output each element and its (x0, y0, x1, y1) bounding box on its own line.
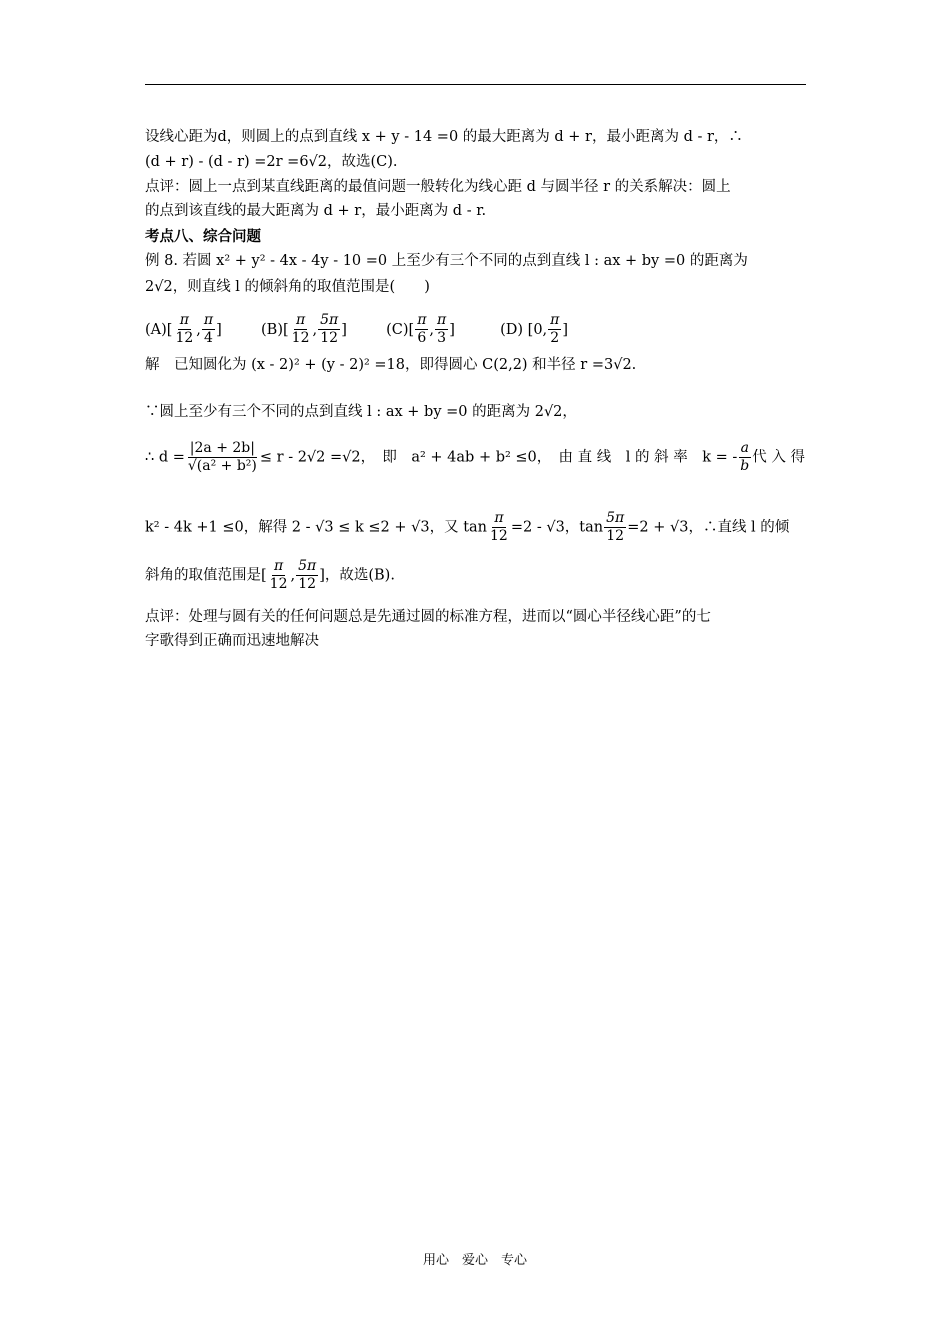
distance-fraction: $\frac{|2a + 2b|}{\text{√(a² + b²)}}$ (187, 440, 257, 474)
example-8-question: 例 8. 若圆 x² + y² - 4x - 4y - 10 =0 上至少有三个不同的点到直线 l : ax + by =0 的距离为 (145, 253, 748, 269)
solution-line-2: ∵圆上至少有三个不同的点到直线 l : ax + by =0 的距离为 2√2， (145, 404, 577, 420)
choice-c: (C)[ $\frac{\pi}{6}$ , $\frac{\pi}{3}$ ] (386, 312, 455, 346)
example-8-question-cont: 2√2，则直线 l 的倾斜角的取值范围是( ) (145, 279, 430, 295)
solution-line-3: ∴ d = $\frac{|2a + 2b|}{\text{√(a² + b²)}}$ ≤ r - 2√2 =√2， 即 a² + 4ab + b² ≤0， 由 直 线 l 的 斜 率 k = - $\frac{a}{b}$ 代 入 得 (145, 440, 805, 474)
comment-2-line-1: 点评：处理与圆有关的任何问题总是先通过圆的标准方程，进而以“圆心半径线心距”的七 (145, 609, 711, 625)
section-heading: 考点八、综合问题 (145, 228, 261, 245)
choice-d: (D) [0, $\frac{\pi}{2}$ ] (500, 312, 569, 346)
page-footer: 用心 爱心 专心 (422, 1253, 527, 1268)
header-rule (145, 84, 806, 85)
solution-line-4: k² - 4k +1 ≤0，解得 2 - √3 ≤ k ≤2 + √3，又 tan $\frac{\pi}{12}$ =2 - √3，tan $\frac{5\pi}{12}$ =2 + √3，∴直线 l 的倾 (145, 510, 790, 544)
comment-line-2: 的点到该直线的最大距离为 d + r，最小距离为 d - r. (145, 203, 487, 219)
text-line-2: (d + r) - (d - r) =2r =6√2，故选(C). (145, 154, 398, 170)
choice-b: (B)[ $\frac{\pi}{12}$ , $\frac{5\pi}{12}$ ] (261, 312, 347, 346)
comment-2-line-2: 字歌得到正确而迅速地解决 (145, 633, 319, 649)
comment-line-1: 点评：圆上一点到某直线距离的最值问题一般转化为线心距 d 与圆半径 r 的关系解决：圆上 (145, 179, 731, 195)
slope-fraction: $\frac{a}{b}$ (740, 440, 750, 474)
answer-choices (145, 312, 568, 347)
choice-a: (A)[ $\frac{\pi}{12}$ , $\frac{\pi}{4}$ ] (145, 312, 222, 346)
text-line-1: 设线心距为d，则圆上的点到直线 x + y - 14 =0 的最大距离为 d + r，最小距离为 d - r，∴ (145, 129, 743, 145)
solution-line-1: 解 已知圆化为 (x - 2)² + (y - 2)² =18，即得圆心 C(2,2) 和半径 r =3√2. (145, 357, 637, 373)
solution-line-5: 斜角的取值范围是[ $\frac{\pi}{12}$ , $\frac{5\pi}{12}$ ]，故选(B). (145, 558, 395, 592)
